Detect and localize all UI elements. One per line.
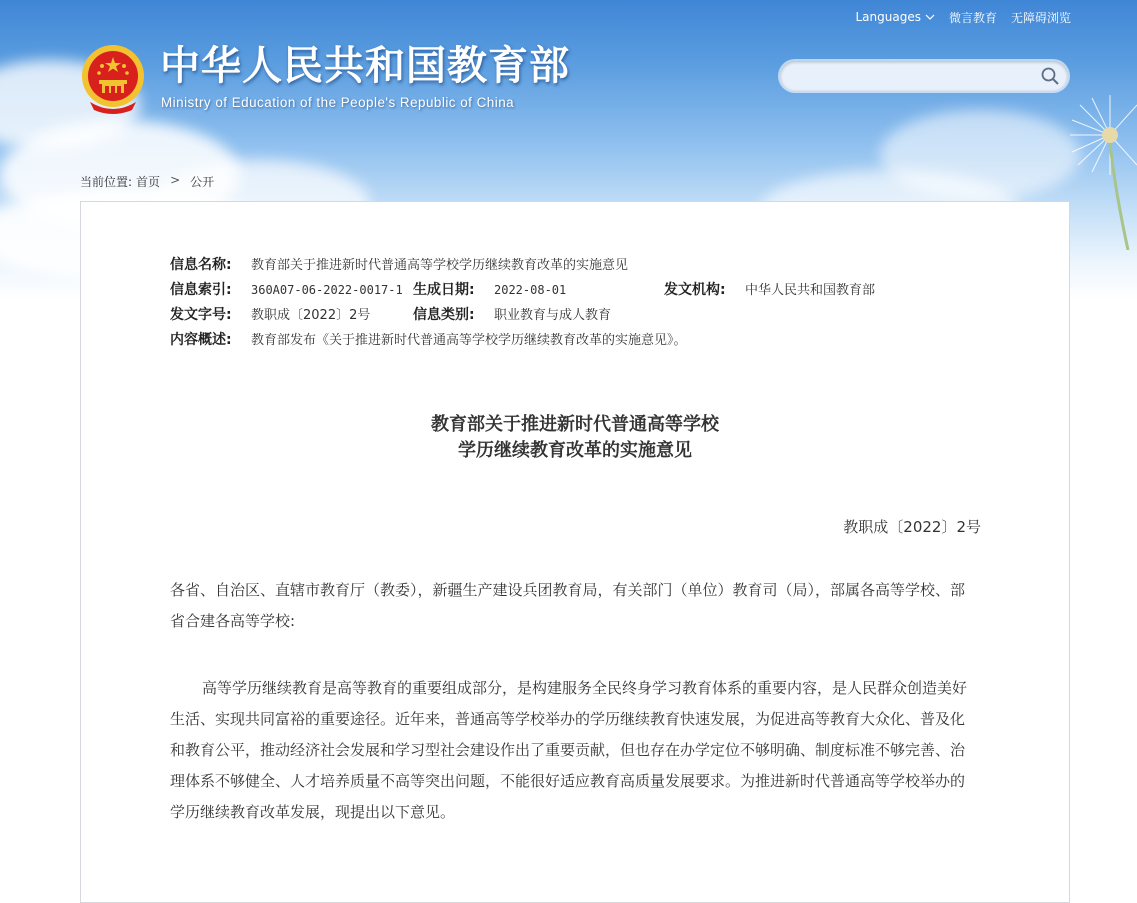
breadcrumb-separator: >: [170, 173, 181, 187]
article-title: [81, 412, 1069, 464]
meta-name-value: 教育部关于推进新时代普通高等学校学历继续教育改革的实施意见: [251, 258, 629, 273]
breadcrumb-current-link[interactable]: 公开: [190, 175, 215, 189]
chevron-down-icon: [925, 13, 935, 21]
salutation-paragraph: 各省、自治区、直辖市教育厅（教委），新疆生产建设兵团教育局，有关部门（单位）教育司（局），部属各高等学校、部省合建各高等学校:: [170, 581, 966, 630]
top-links: [855, 8, 1071, 26]
search-input[interactable]: [792, 65, 1036, 89]
meta-name-label: 信息名称:: [170, 257, 232, 273]
search-box: [780, 61, 1068, 91]
languages-label: Languages: [855, 10, 921, 24]
accessibility-link[interactable]: 无障碍浏览: [1010, 10, 1071, 25]
meta-index-value: 360A07-06-2022-0017-1: [251, 283, 403, 297]
article-title-line1: 教育部关于推进新时代普通高等学校: [431, 414, 719, 435]
weibo-link[interactable]: 微言教育: [948, 10, 997, 25]
meta-docno-label: 发文字号:: [170, 307, 232, 323]
breadcrumb-prefix: 当前位置:: [80, 175, 133, 189]
meta-date-label: 生成日期:: [413, 282, 475, 298]
search-icon[interactable]: [1040, 66, 1060, 86]
meta-summary-label: 内容概述:: [170, 332, 232, 348]
meta-index-label: 信息索引:: [170, 282, 232, 298]
meta-date-value: 2022-08-01: [494, 283, 567, 297]
dandelion-icon: [1060, 90, 1137, 250]
meta-summary-value: 教育部发布《关于推进新时代普通高等学校学历继续教育改革的实施意见》。: [251, 333, 687, 348]
breadcrumb: [80, 173, 214, 190]
meta-issuer-value: 中华人民共和国教育部: [745, 283, 876, 298]
document-number: 教职成〔2022〕2号: [843, 518, 981, 536]
languages-dropdown[interactable]: [855, 10, 934, 24]
meta-category-value: 职业教育与成人教育: [494, 308, 612, 323]
article-container: [80, 201, 1070, 903]
meta-issuer-label: 发文机构:: [664, 282, 726, 298]
body-paragraph: 高等学历继续教育是高等教育的重要组成部分，是构建服务全民终身学习教育体系的重要内容，是人民群众创造美好生活、实现共同富裕的重要途径。近年来，普通高等学校举办的学历继续教育快速发展，为促进高等教育大众化、普及化和教育公平，推动经济社会发展和学习型社会建设作出了重要贡献，但也存在办学定位不够明确、制度标准不够完善、治理体系不够健全、人才培养质量不高等突出问题，不能很好适应教育高质量发展要求。为推进新时代普通高等学校举办的学历继续教育改革发展，现提出以下意见。: [170, 679, 968, 821]
breadcrumb-home-link[interactable]: 首页: [136, 175, 161, 189]
national-emblem-icon: [80, 44, 146, 114]
site-subtitle: Ministry of Education of the People's Republic of China: [161, 95, 515, 110]
site-title[interactable]: 中华人民共和国教育部: [160, 43, 570, 89]
meta-docno-value: 教职成〔2022〕2号: [251, 308, 371, 323]
meta-category-label: 信息类别:: [413, 307, 475, 323]
article-title-line2: 学历继续教育改革的实施意见: [458, 440, 692, 461]
